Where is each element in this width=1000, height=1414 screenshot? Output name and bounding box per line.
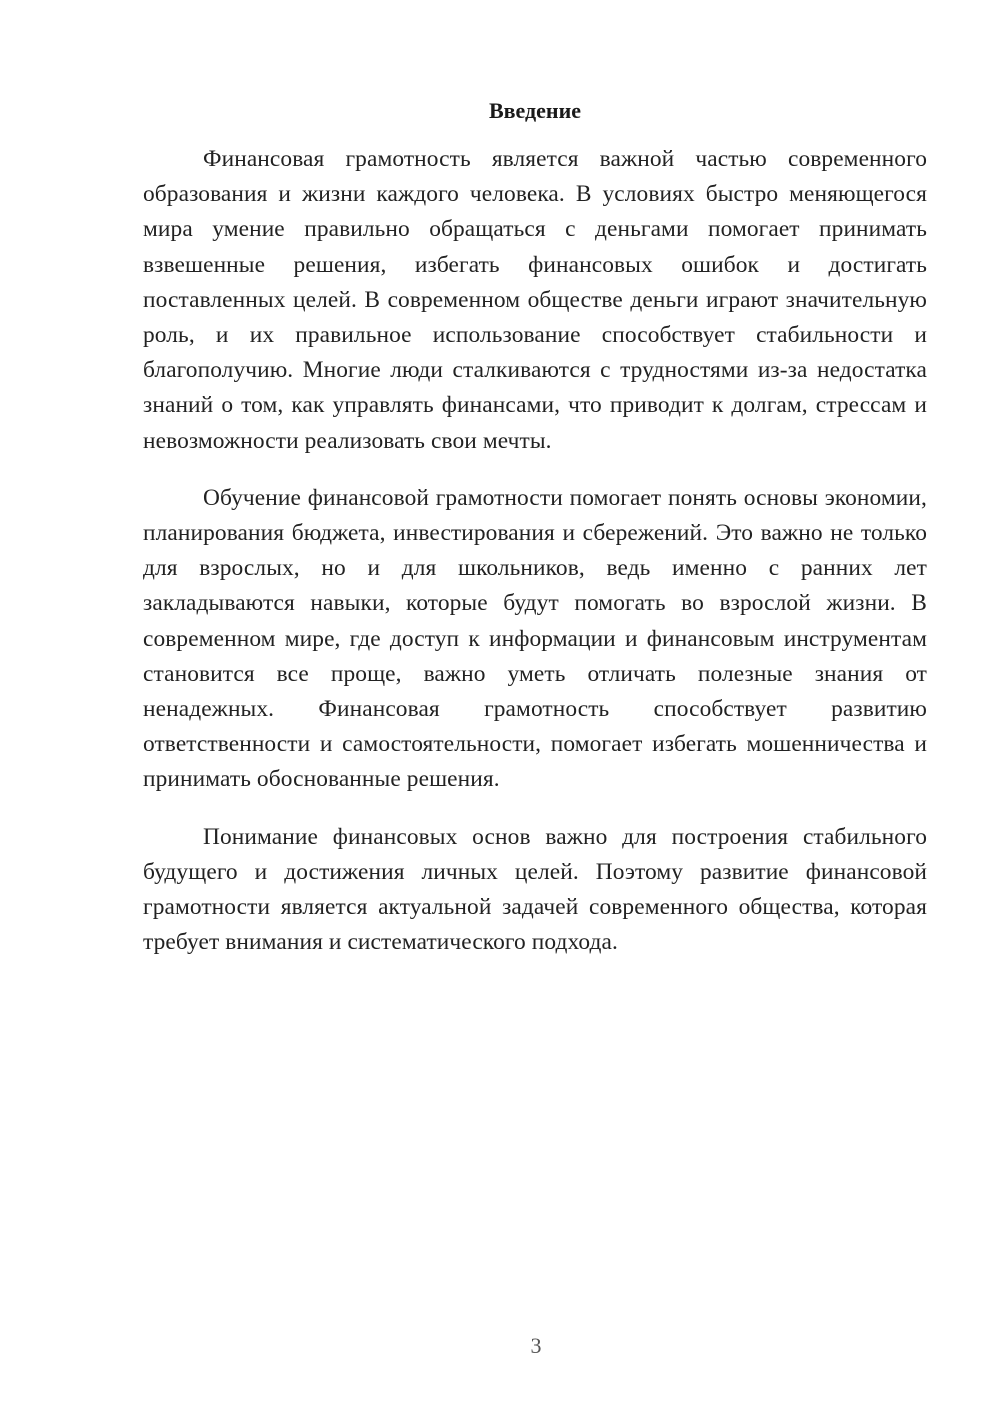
paragraph: Понимание финансовых основ важно для построения стабильного будущего и достижения личных целей. Поэтому развитие финансовой грамотности является актуальной задачей современного общества, которая требует внимания и систематического подхода. xyxy=(143,823,927,956)
paragraph: Обучение финансовой грамотности помогает понять основы экономии, планирования бюджета, инвестирования и сбережений. Это важно не только для взрослых, но и для школьников, ведь именно с ранних лет закладываются навыки, которые будут помогать во взрослой жизни. В современном мире, где доступ к информации и финансовым инструментам становится все проще, важно уметь отличать полезные знания от ненадежных. Финансовая грамотность способствует развитию ответственности и самостоятельности, помогает избегать мошенничества и принимать обоснованные решения. xyxy=(143,484,927,793)
paragraph: Финансовая грамотность является важной частью современного образования и жизни каждого человека. В условиях быстро меняющегося мира умение правильно обращаться с деньгами помогает принимать взвешенные решения, избегать финансовых ошибок и достигать поставленных целей. В современном обществе деньги играют значительную роль, и их правильное использование способствует стабильности и благополучию. Многие люди сталкиваются с трудностями из-за недостатка знаний о том, как управлять финансами, что приводит к долгам, стрессам и невозможности реализовать свои мечты. xyxy=(143,146,927,454)
section-heading: Введение xyxy=(488,98,582,123)
page-number: 3 xyxy=(530,1333,542,1358)
body-text xyxy=(143,142,927,982)
